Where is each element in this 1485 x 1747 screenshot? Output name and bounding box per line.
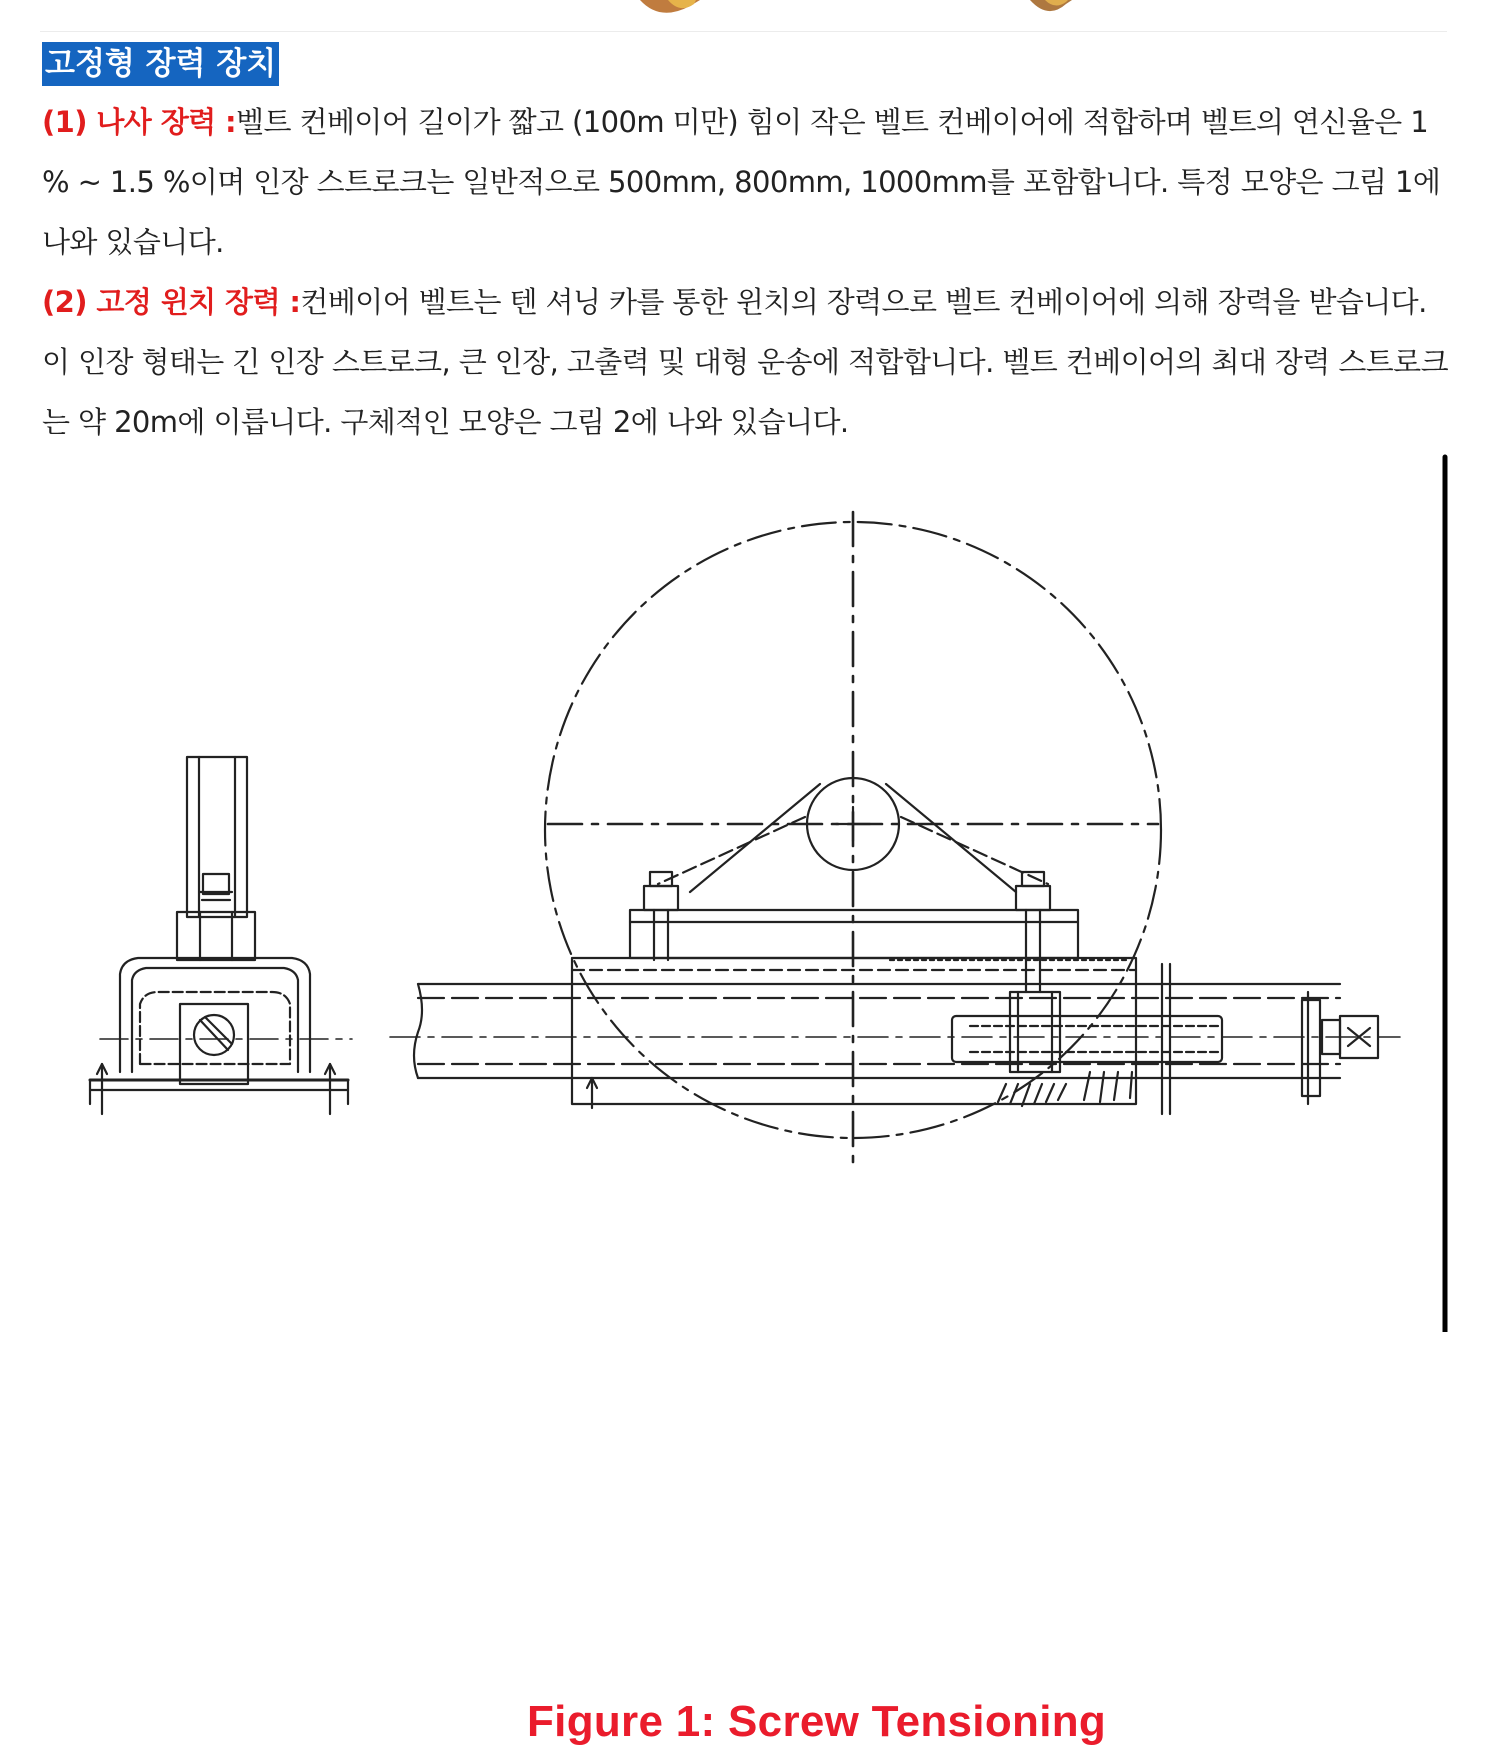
section-heading: 고정형 장력 장치 — [42, 42, 279, 86]
figure-caption: Figure 1: Screw Tensioning — [527, 1697, 1107, 1746]
article-section — [42, 42, 1452, 452]
paragraph-text: 컨베이어 벨트는 텐 셔닝 카를 통한 윈치의 장력으로 벨트 컨베이어에 의해 장력을 받습니다. 이 인장 형태는 긴 인장 스트로크, 큰 인장, 고출력 및 대형 운송에 적합합니다. 벨트 컨베이어의 최대 장력 스트로크는 약 20m에 이릅니다. 구체적인 모양은 그림 2에 나와 있습니다. — [42, 285, 1448, 439]
front-view — [390, 512, 1400, 1172]
cropped-image-fragment — [0, 0, 1485, 34]
paragraph-winch-tensioning — [42, 272, 1452, 452]
paragraph-lead: (1) 나사 장력 : — [42, 105, 237, 139]
top-image-strip — [0, 0, 1485, 34]
paragraph-text: 벨트 컨베이어 길이가 짧고 (100m 미만) 힘이 작은 벨트 컨베이어에 적합하며 벨트의 연신율은 1 % ~ 1.5 %이며 인장 스트로크는 일반적으로 500mm, 800mm, 1000mm를 포함합니다. 특정 모양은 그림 1에 나와 있습니다. — [42, 105, 1441, 259]
paragraph-lead: (2) 고정 윈치 장력 : — [42, 285, 301, 319]
technical-drawing — [40, 452, 1450, 1332]
paragraph-screw-tensioning — [42, 92, 1452, 272]
divider — [40, 31, 1447, 32]
figure-screw-tensioning — [40, 452, 1450, 1746]
side-view — [90, 757, 352, 1114]
